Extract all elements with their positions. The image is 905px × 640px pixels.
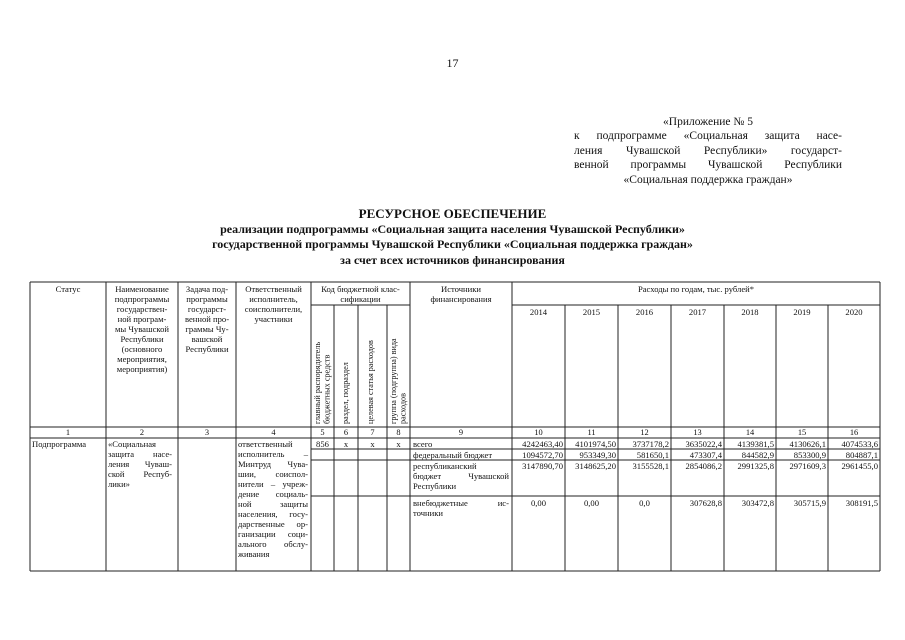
value-extrabudgetary-2019: 305715,9 <box>793 498 826 508</box>
column-number: 1 <box>65 428 71 437</box>
value-total-2018: 4139381,5 <box>737 439 774 449</box>
title-line-4: за счет всех источников финансирования <box>340 252 565 267</box>
column-number: 4 <box>271 428 276 437</box>
document-title <box>0 206 905 268</box>
header-year-2020: 2020 <box>845 307 863 317</box>
header-status: Статус <box>55 284 81 294</box>
source-label-republican: республиканский бюджет Чувашской Республики <box>413 461 509 491</box>
value-federal-2018: 844582,9 <box>741 450 774 460</box>
header-year-2018: 2018 <box>741 307 759 317</box>
page-number: 17 <box>446 56 459 70</box>
appendix-line-2: к подпрограмме «Социальная защита насе- <box>574 130 842 143</box>
value-federal-2015: 953349,30 <box>579 450 616 460</box>
column-number: 6 <box>343 428 349 437</box>
value-federal-2016: 581650,1 <box>636 450 669 460</box>
header-code-section: раздел, подраздел <box>341 362 350 424</box>
appendix-line-5: «Социальная поддержка граждан» <box>623 173 793 186</box>
header-year-2014: 2014 <box>529 307 548 317</box>
value-extrabudgetary-2017: 307628,8 <box>689 498 722 508</box>
value-federal-2014: 1094572,70 <box>522 450 563 460</box>
source-label-extrabudgetary: внебюджетные ис- точники <box>413 498 509 518</box>
header-responsible: Ответственный исполнитель, соисполнители, участники <box>244 284 303 324</box>
column-number: 8 <box>396 428 401 437</box>
row-name: «Социальная защита насе- ления Чуваш- ской Респуб- лики» <box>108 439 172 489</box>
column-number: 5 <box>320 428 325 437</box>
value-total-2016: 3737178,2 <box>632 439 669 449</box>
column-number: 16 <box>849 428 859 437</box>
appendix-line-3: ления Чувашской Республики» государст- <box>574 144 842 157</box>
header-year-2015: 2015 <box>582 307 601 317</box>
header-name: Наименование подпрограммы государствен- ной програм- мы Чувашской Республики (основного мероприятия, мероприятия) <box>114 284 170 374</box>
title-line-2: реализации подпрограммы «Социальная защита населения Чувашской Республики» <box>220 222 685 236</box>
title-line-3: государственной программы Чувашской Республики «Социальная поддержка граждан» <box>212 237 693 252</box>
header-year-2019: 2019 <box>793 307 811 317</box>
row-status: Подпрограмма <box>32 439 87 449</box>
value-republican-2019: 2971609,3 <box>789 461 826 471</box>
value-total-2019: 4130626,1 <box>789 439 826 449</box>
value-republican-2015: 3148625,20 <box>575 461 616 471</box>
value-republican-2018: 2991325,8 <box>737 461 774 471</box>
value-extrabudgetary-2014: 0,00 <box>530 498 547 508</box>
value-extrabudgetary-2020: 308191,5 <box>845 498 878 508</box>
header-code-target-article: целевая статья расходов <box>366 340 375 424</box>
header-year-2017: 2017 <box>688 307 707 317</box>
column-number: 15 <box>797 428 807 437</box>
value-republican-2020: 2961455,0 <box>841 461 878 471</box>
row-code-section: х <box>343 439 349 449</box>
appendix-line-1: «Приложение № 5 <box>663 116 753 128</box>
value-total-2017: 3635022,4 <box>685 439 722 449</box>
column-number: 2 <box>139 428 145 437</box>
row-code-expense-group: х <box>396 439 401 449</box>
appendix-line-4: венной программы Чувашской Республики <box>574 159 842 172</box>
header-expenses: Расходы по годам, тыс. рублей* <box>637 284 755 294</box>
row-code-target-article: х <box>370 439 375 449</box>
column-number: 13 <box>693 428 702 437</box>
column-number: 12 <box>640 428 649 437</box>
column-number: 7 <box>370 428 375 437</box>
column-number: 14 <box>745 428 755 437</box>
value-extrabudgetary-2016: 0,0 <box>639 498 650 508</box>
header-sources: Источники финансирования <box>430 284 492 304</box>
row-responsible: ответственный исполнитель – Минтруд Чува- шии, соиспол- нители – учреж- дение социаль- ной защиты населения, госу- дарственные ор- ганизации соци- ального обслу- живания <box>238 439 308 559</box>
column-number: 11 <box>587 428 596 437</box>
header-year-2016: 2016 <box>635 307 654 317</box>
column-number: 3 <box>204 428 210 437</box>
header-code-expense-group: группа (подгруппа) вида расходов <box>389 338 408 424</box>
value-total-2014: 4242463,40 <box>522 439 563 449</box>
source-label-total: всего <box>413 439 433 449</box>
value-federal-2020: 804887,1 <box>845 450 878 460</box>
value-federal-2017: 473307,4 <box>689 450 722 460</box>
value-republican-2016: 3155528,1 <box>632 461 669 471</box>
value-extrabudgetary-2015: 0,00 <box>583 498 600 508</box>
value-total-2015: 4101974,50 <box>575 439 616 449</box>
value-extrabudgetary-2018: 303472,8 <box>741 498 774 508</box>
value-republican-2014: 3147890,70 <box>522 461 563 471</box>
header-task: Задача под- программы государст- венной про- граммы Чу- вашской Республики <box>184 284 230 354</box>
value-federal-2019: 853300,9 <box>793 450 826 460</box>
header-code-main-manager: главный распорядитель бюджетных средств <box>313 341 332 424</box>
row-code-main-manager: 856 <box>316 439 329 449</box>
value-republican-2017: 2854086,2 <box>685 461 722 471</box>
column-number: 9 <box>458 428 464 437</box>
column-number: 10 <box>534 428 543 437</box>
header-budget-code: Код бюджетной клас- сификации <box>321 284 400 304</box>
title-line-1: РЕСУРСНОЕ ОБЕСПЕЧЕНИЕ <box>358 206 547 221</box>
value-total-2020: 4074533,6 <box>841 439 878 449</box>
appendix-heading <box>574 115 842 187</box>
source-label-federal: федеральный бюджет <box>413 450 493 460</box>
